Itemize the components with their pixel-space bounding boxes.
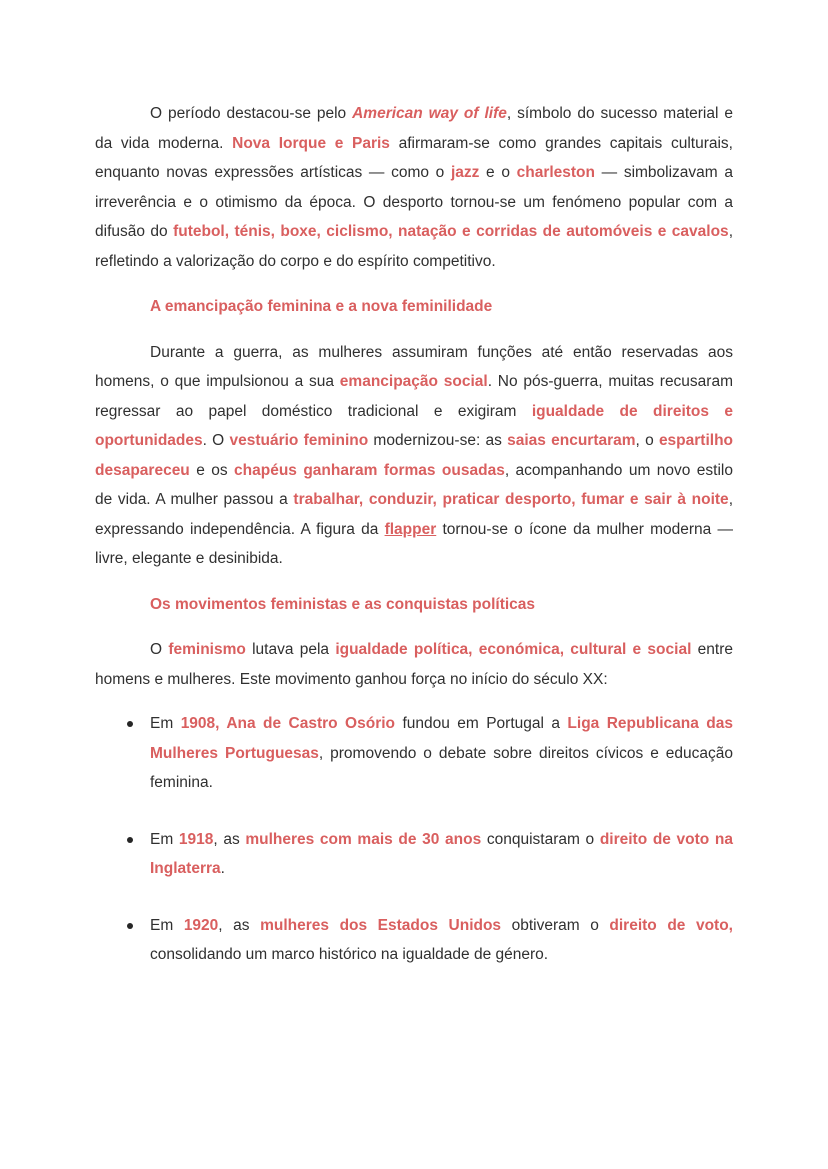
body-text: — simbolizavam a irreverência e o otimismo da época. O desporto tornou-se um fenómeno popular com a difusão do (95, 164, 738, 240)
body-text: entre homens e mulheres. Este movimento ganhou força no início do século XX: (95, 641, 738, 688)
body-text: obtiveram o (501, 916, 610, 934)
keyword-text: espartilho desapareceu (95, 432, 738, 479)
body-text: A emancipação feminina e a nova feminilidade (150, 298, 493, 315)
body-text: Em (150, 830, 179, 848)
keyword-text: 1908, Ana de Castro Osório (180, 715, 396, 732)
section-heading (95, 292, 733, 322)
keyword-text: American way of life (352, 105, 507, 122)
body-text: Os movimentos feministas e as conquistas políticas (150, 595, 536, 613)
document-content (95, 99, 738, 970)
keyword-text: Nova Iorque e Paris (232, 134, 390, 152)
body-text: conquistaram o (481, 830, 600, 848)
keyword-text: igualdade política, económica, cultural e social (335, 641, 692, 658)
body-text: lutava pela (245, 641, 336, 658)
paragraph (95, 338, 738, 574)
keyword-text: jazz (450, 164, 480, 181)
bullet-icon (127, 837, 133, 843)
body-text: . O (202, 432, 230, 449)
bullet-icon (127, 923, 133, 929)
keyword-text: direito de voto, (609, 916, 733, 934)
body-text: Durante a guerra, as mulheres assumiram funções até então reservadas aos homens, o que impulsionou a sua (95, 343, 738, 390)
body-text: tornou-se o ícone da mulher moderna — livre, elegante e desinibida. (95, 520, 738, 567)
paragraph (95, 635, 738, 694)
keyword-text: Liga Republicana das Mulheres Portuguesas (150, 715, 738, 762)
flapper-link[interactable]: flapper (384, 520, 437, 538)
keyword-text: charleston (516, 164, 595, 181)
body-text: consolidando um marco histórico na igualdade de género. (150, 916, 738, 963)
list-item (150, 825, 738, 884)
keyword-text: 1918 (178, 830, 214, 848)
body-text: e o (479, 164, 517, 181)
list-item (150, 911, 738, 970)
body-text: O (150, 641, 169, 658)
body-text: , as (218, 916, 261, 934)
keyword-text: emancipação social (339, 373, 488, 390)
keyword-text: 1920 (183, 916, 219, 934)
body-text: , símbolo do sucesso material e da vida moderna. (95, 105, 738, 152)
keyword-text: igualdade de direitos e oportunidades (95, 402, 738, 449)
body-text: . No pós-guerra, muitas recusaram regressar ao papel doméstico tradicional e exigiram (95, 373, 738, 420)
body-text: , acompanhando um novo estilo de vida. A mulher passou a (95, 461, 738, 508)
list-item (150, 709, 738, 798)
keyword-text: mulheres dos Estados Unidos (260, 916, 502, 934)
body-text: . (220, 860, 225, 877)
keyword-text: futebol, ténis, boxe, ciclismo, natação e corridas de automóveis e cavalos (173, 223, 729, 240)
body-text: , as (213, 830, 246, 848)
body-text: , promovendo o debate sobre direitos cívicos e educação feminina. (150, 744, 738, 791)
bullet-list (95, 709, 738, 970)
keyword-text: vestuário feminino (229, 432, 369, 449)
body-text: Em (150, 916, 184, 934)
keyword-text: direito de voto na Inglaterra (150, 830, 738, 877)
keyword-text: chapéus ganharam formas ousadas (234, 461, 505, 479)
body-text: , refletindo a valorização do corpo e do espírito competitivo. (95, 223, 738, 270)
body-text: afirmaram-se como grandes capitais culturais, enquanto novas expressões artísticas — como o (95, 134, 738, 181)
body-text: e os (189, 461, 235, 479)
body-text: , o (635, 432, 659, 449)
body-text: Em (150, 715, 181, 732)
body-text: fundou em Portugal a (395, 715, 568, 732)
keyword-text: trabalhar, conduzir, praticar desporto, fumar e sair à noite (293, 491, 729, 508)
paragraph (95, 99, 738, 276)
body-text: modernizou-se: as (368, 432, 508, 449)
body-text: , expressando independência. A figura da (95, 491, 738, 538)
keyword-text: saias encurtaram (507, 432, 636, 449)
bullet-icon (127, 721, 133, 727)
keyword-text: mulheres com mais de 30 anos (245, 830, 482, 848)
keyword-text: feminismo (168, 641, 246, 658)
section-heading (95, 590, 733, 620)
body-text: O período destacou-se pelo (150, 105, 353, 122)
